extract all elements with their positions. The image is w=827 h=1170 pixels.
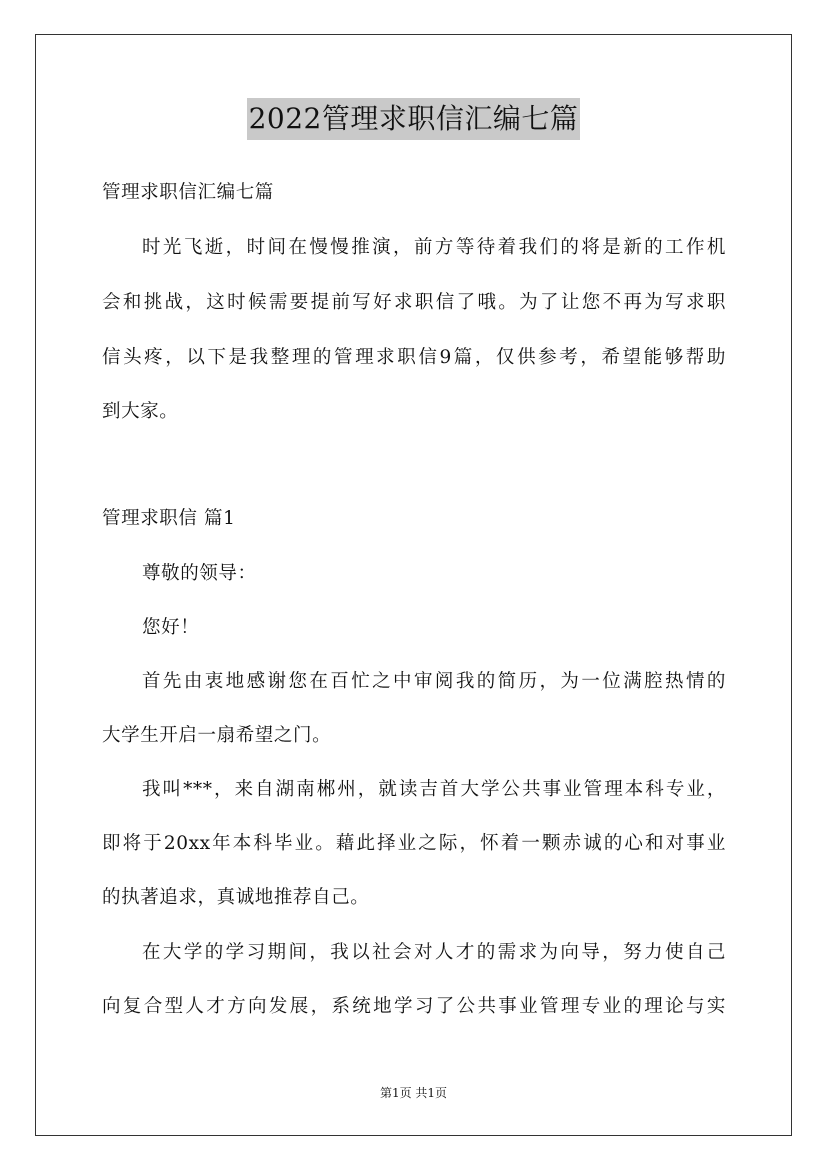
greeting: 您好！ [142, 617, 200, 638]
salutation: 尊敬的领导： [142, 563, 257, 584]
para2-line-1: 我叫***，来自湖南郴州，就读吉首大学公共事业管理本科专业， [142, 779, 726, 800]
title-container [0, 98, 827, 140]
para1-line-1: 首先由衷地感谢您在百忙之中审阅我的简历，为一位满腔热情的 [142, 671, 726, 692]
para3-line-2: 向复合型人才方向发展，系统地学习了公共事业管理专业的理论与实 [102, 996, 726, 1017]
document-subtitle: 管理求职信汇编七篇 [102, 182, 274, 203]
page-footer: 第1页 共1页 [379, 1086, 448, 1100]
document-title: 2022管理求职信汇编七篇 [247, 98, 581, 140]
para2-line-3: 的执著追求，真诚地推荐自己。 [102, 887, 370, 908]
para3-line-1: 在大学的学习期间，我以社会对人才的需求为向导，努力使自己 [142, 942, 726, 963]
para2-line-2: 即将于20xx年本科毕业。藉此择业之际，怀着一颗赤诚的心和对事业 [102, 833, 726, 854]
intro-line-3: 信头疼，以下是我整理的管理求职信9篇，仅供参考，希望能够帮助 [102, 347, 726, 368]
intro-line-2: 会和挑战，这时候需要提前写好求职信了哦。为了让您不再为写求职 [102, 292, 726, 313]
para1-line-2: 大学生开启一扇希望之门。 [102, 725, 332, 746]
section-heading: 管理求职信 篇1 [102, 508, 236, 529]
intro-line-1: 时光飞逝，时间在慢慢推演，前方等待着我们的将是新的工作机 [142, 237, 726, 258]
intro-line-4: 到大家。 [102, 401, 179, 422]
